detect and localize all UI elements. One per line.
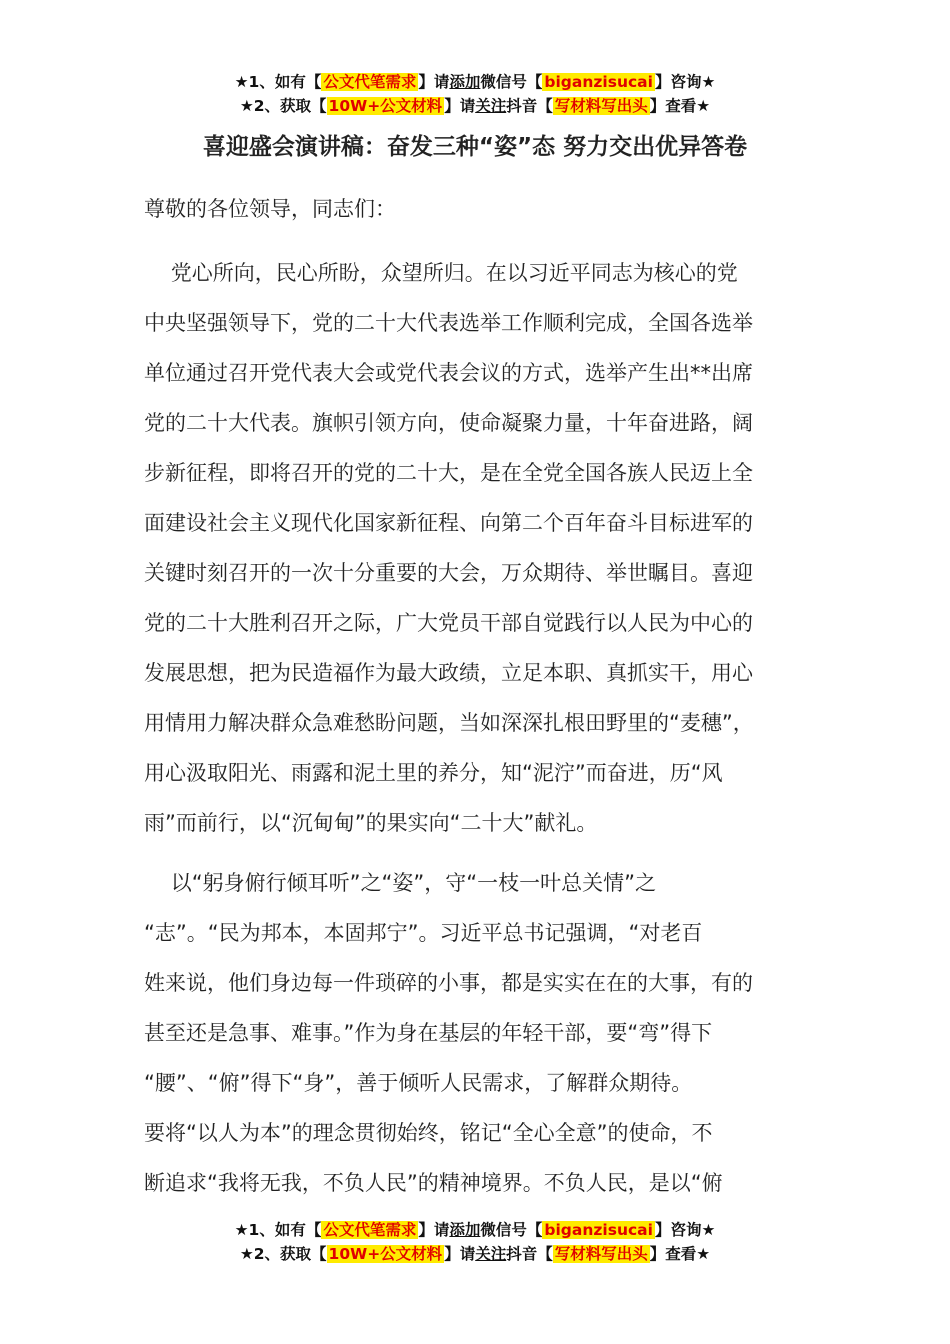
- promo-line-2-suffix: 】查看★: [649, 1245, 711, 1263]
- text-line: 以“躬身俯行倾耳听”之“姿”，守“一枝一叶总关情”之: [144, 871, 656, 895]
- promo-emphasis-follow: 关注: [475, 1245, 507, 1263]
- text-line: 党心所向，民心所盼，众望所归。在以习近平同志为核心的党: [144, 261, 738, 285]
- promo-line-2-mid2: 抖音【: [506, 97, 553, 115]
- promo-line-2-prefix: ★2、获取【: [239, 1245, 327, 1263]
- header-promo-banner: [0, 70, 950, 118]
- document-title: 喜迎盛会演讲稿：奋发三种“姿”态 努力交出优异答卷: [202, 134, 748, 160]
- promo-line-2: [0, 1242, 950, 1266]
- text-line: 党的二十大代表。旗帜引领方向，使命凝聚力量，十年奋进路，阔: [144, 411, 753, 435]
- promo-highlight-douyin: 写材料写出头: [554, 97, 648, 115]
- promo-highlight-materials: 10W+公文材料: [328, 97, 443, 115]
- promo-highlight-wechat-id: biganzisucai: [544, 1221, 653, 1239]
- text-line: 断追求“我将无我，不负人民”的精神境界。不负人民，是以“俯: [144, 1171, 723, 1195]
- text-line: 甚至还是急事、难事。”作为身在基层的年轻干部，要“弯”得下: [144, 1021, 713, 1045]
- text-line: 步新征程，即将召开的党的二十大，是在全党全国各族人民迈上全: [144, 461, 753, 485]
- promo-line-2-suffix: 】查看★: [649, 97, 711, 115]
- text-line: 面建设社会主义现代化国家新征程、向第二个百年奋斗目标进军的: [144, 511, 753, 535]
- promo-line-1: [0, 70, 950, 94]
- paragraph-2: [144, 858, 809, 1208]
- promo-line-1-suffix: 】咨询★: [654, 73, 716, 91]
- salutation-text: 尊敬的各位领导，同志们：: [144, 197, 396, 221]
- text-line: 要将“以人为本”的理念贯彻始终，铭记“全心全意”的使命，不: [144, 1121, 713, 1145]
- text-line: 发展思想，把为民造福作为最大政绩，立足本职、真抓实干，用心: [144, 661, 753, 685]
- promo-highlight-materials: 10W+公文材料: [328, 1245, 443, 1263]
- text-line: 单位通过召开党代表大会或党代表会议的方式，选举产生出**出席: [144, 361, 753, 385]
- text-line: 用情用力解决群众急难愁盼问题，当如深深扎根田野里的“麦穗”，: [144, 711, 754, 735]
- paragraph-1: [144, 248, 809, 848]
- promo-line-1-prefix: ★1、如有【: [234, 73, 322, 91]
- salutation: [144, 184, 809, 234]
- promo-emphasis-add: 添加: [449, 73, 481, 91]
- text-line: “腰”、“俯”得下“身”，善于倾听人民需求，了解群众期待。: [144, 1071, 693, 1095]
- text-line: 党的二十大胜利召开之际，广大党员干部自觉践行以人民为中心的: [144, 611, 753, 635]
- promo-line-1-mid2: 微信号【: [480, 73, 543, 91]
- promo-emphasis-follow: 关注: [475, 97, 507, 115]
- promo-highlight-douyin: 写材料写出头: [554, 1245, 648, 1263]
- footer-promo-banner: [0, 1218, 950, 1266]
- text-line: 雨”而前行，以“沉甸甸”的果实向“二十大”献礼。: [144, 811, 598, 835]
- promo-line-1-mid: 】请: [418, 1221, 450, 1239]
- promo-highlight-service: 公文代笔需求: [323, 73, 417, 91]
- text-line: 中央坚强领导下，党的二十大代表选举工作顺利完成，全国各选举: [144, 311, 753, 335]
- promo-line-1: [0, 1218, 950, 1242]
- promo-line-2-mid: 】请: [444, 97, 476, 115]
- promo-highlight-wechat-id: biganzisucai: [544, 73, 653, 91]
- text-line: 关键时刻召开的一次十分重要的大会，万众期待、举世瞩目。喜迎: [144, 561, 753, 585]
- promo-line-2-mid2: 抖音【: [506, 1245, 553, 1263]
- text-line: “志”。“民为邦本，本固邦宁”。习近平总书记强调，“对老百: [144, 921, 703, 945]
- promo-highlight-service: 公文代笔需求: [323, 1221, 417, 1239]
- promo-line-1-prefix: ★1、如有【: [234, 1221, 322, 1239]
- promo-emphasis-add: 添加: [449, 1221, 481, 1239]
- promo-line-1-mid2: 微信号【: [480, 1221, 543, 1239]
- promo-line-2-mid: 】请: [444, 1245, 476, 1263]
- promo-line-1-suffix: 】咨询★: [654, 1221, 716, 1239]
- promo-line-1-mid: 】请: [418, 73, 450, 91]
- text-line: 姓来说，他们身边每一件琐碎的小事，都是实实在在的大事，有的: [144, 971, 753, 995]
- text-line: 用心汲取阳光、雨露和泥土里的养分，知“泥泞”而奋进，历“风: [144, 761, 723, 785]
- promo-line-2-prefix: ★2、获取【: [239, 97, 327, 115]
- promo-line-2: [0, 94, 950, 118]
